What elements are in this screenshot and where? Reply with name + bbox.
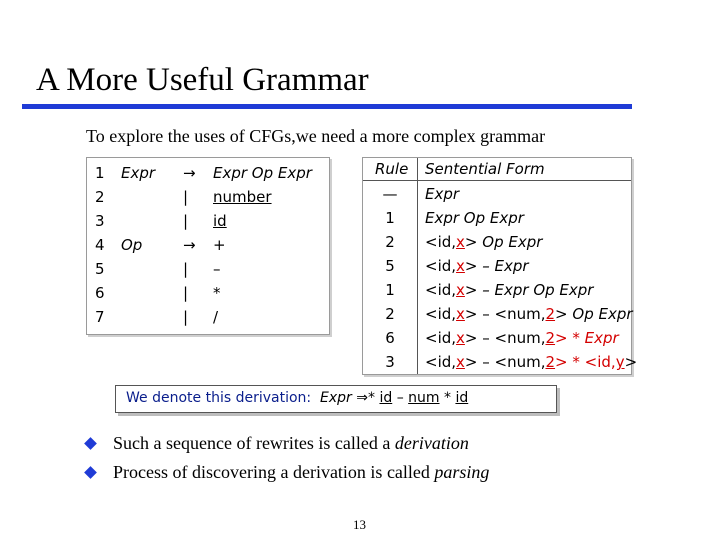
- page-number: 13: [353, 517, 366, 532]
- derivation-row: [363, 257, 631, 281]
- bullet-term: parsing: [434, 462, 490, 482]
- bullet-body: Process of discovering a derivation is called: [113, 462, 430, 482]
- derivation-row: [363, 305, 631, 329]
- rule-bar: |: [183, 284, 189, 302]
- rule-bar: |: [183, 308, 189, 326]
- form-part: > * <id,: [555, 353, 616, 371]
- grammar-table: [86, 157, 330, 335]
- form-part: <id,: [425, 329, 457, 347]
- bullet-text: [113, 433, 469, 454]
- sentential-form: [425, 353, 637, 371]
- derivation-table: [362, 157, 638, 375]
- rule-number: 4: [95, 236, 105, 254]
- notation-minus: –: [396, 390, 404, 406]
- diamond-bullet-icon: [84, 437, 97, 450]
- rule-bar: |: [183, 188, 189, 206]
- notation-prefix: We denote this derivation:: [126, 390, 312, 406]
- grammar-row-2: [87, 188, 329, 212]
- derivation-rule: 1: [385, 209, 395, 227]
- form-part: >: [624, 353, 638, 371]
- rule-lhs: Expr: [121, 164, 156, 182]
- rule-number: 2: [95, 188, 105, 206]
- form-highlight: x: [456, 329, 465, 347]
- bullet-body: Such a sequence of rewrites is called a: [113, 433, 391, 453]
- derivation-row: [363, 185, 631, 209]
- notation-num: num: [408, 390, 440, 406]
- header-rule: Rule: [375, 160, 409, 178]
- header-sentential-form: Sentential Form: [425, 160, 545, 178]
- notation-expr: Expr: [320, 390, 352, 406]
- notation-star: *: [443, 390, 451, 406]
- grammar-row-7: [87, 308, 329, 332]
- rule-number: 3: [95, 212, 105, 230]
- derivation-notation-box: [115, 385, 557, 413]
- form-highlight: 2: [545, 353, 556, 371]
- form-highlight: 2: [545, 305, 556, 323]
- form-part: > * Expr: [555, 329, 619, 347]
- form-highlight: 2: [545, 329, 556, 347]
- rule-number: 1: [95, 164, 105, 182]
- sentential-form: [425, 305, 633, 323]
- form-part: <id,: [425, 281, 457, 299]
- diamond-bullet-icon: [84, 466, 97, 479]
- form-part: > – <num,: [464, 329, 546, 347]
- sentential-form: [425, 281, 593, 299]
- slide-title: A More Useful Grammar: [36, 62, 369, 98]
- rule-rhs: –: [213, 260, 221, 278]
- sentential-form: [425, 329, 619, 347]
- derivation-row: [363, 281, 631, 305]
- form-part: > – <num,: [464, 305, 546, 323]
- notation-line: [126, 390, 468, 406]
- form-highlight: x: [456, 233, 465, 251]
- form-part: <id,: [425, 305, 457, 323]
- rule-bar: |: [183, 212, 189, 230]
- derivation-rule: —: [382, 185, 398, 203]
- rule-number: 7: [95, 308, 105, 326]
- rule-arrow: →: [183, 164, 196, 182]
- derivation-row: [363, 209, 631, 233]
- rule-number: 5: [95, 260, 105, 278]
- derivation-rule: 2: [385, 305, 395, 323]
- derivation-rule: 3: [385, 353, 395, 371]
- rule-rhs: +: [213, 236, 226, 254]
- sentential-form: [425, 233, 542, 251]
- form-part: <id,: [425, 233, 457, 251]
- bullet-text: [113, 462, 489, 483]
- derivation-header: [363, 158, 631, 181]
- grammar-row-6: [87, 284, 329, 308]
- notation-id: id: [455, 390, 469, 406]
- form-part: > – Expr Op Expr: [464, 281, 594, 299]
- derivation-rule: 5: [385, 257, 395, 275]
- rule-number: 6: [95, 284, 105, 302]
- sentential-form: [425, 257, 529, 275]
- rule-arrow: →: [183, 236, 196, 254]
- form-part: > – Expr: [464, 257, 529, 275]
- rule-rhs: Expr Op Expr: [213, 164, 312, 182]
- form-highlight: x: [456, 281, 465, 299]
- derivation-rule: 6: [385, 329, 395, 347]
- form-highlight: y: [615, 353, 625, 371]
- rule-rhs: /: [213, 308, 219, 326]
- rule-rhs: id: [213, 212, 227, 230]
- grammar-row-1: [87, 164, 329, 188]
- bullet-term: derivation: [394, 433, 469, 453]
- grammar-row-4: [87, 236, 329, 260]
- form-highlight: x: [456, 257, 465, 275]
- form-part: > – <num,: [464, 353, 546, 371]
- grammar-row-5: [87, 260, 329, 284]
- rule-lhs: Op: [121, 236, 143, 254]
- notation-arrow: ⇒*: [356, 390, 375, 406]
- rule-rhs: number: [213, 188, 272, 206]
- derivation-rule: 1: [385, 281, 395, 299]
- rule-rhs: *: [213, 284, 221, 302]
- derivation-row: [363, 353, 638, 377]
- sentential-form: Expr Op Expr: [425, 209, 524, 227]
- sentential-form: Expr: [425, 185, 460, 203]
- slide-subtitle: To explore the uses of CFGs,we need a more complex grammar: [86, 126, 546, 146]
- rule-bar: |: [183, 260, 189, 278]
- title-underline: [22, 104, 632, 109]
- form-part: <id,: [425, 257, 457, 275]
- form-highlight: x: [456, 305, 465, 323]
- notation-id: id: [379, 390, 393, 406]
- derivation-row: [363, 329, 631, 353]
- derivation-rule: 2: [385, 233, 395, 251]
- form-part: > Op Expr: [555, 305, 633, 323]
- form-part: <id,: [425, 353, 457, 371]
- form-highlight: x: [456, 353, 465, 371]
- form-part: > Op Expr: [464, 233, 543, 251]
- grammar-row-3: [87, 212, 329, 236]
- derivation-row: [363, 233, 631, 257]
